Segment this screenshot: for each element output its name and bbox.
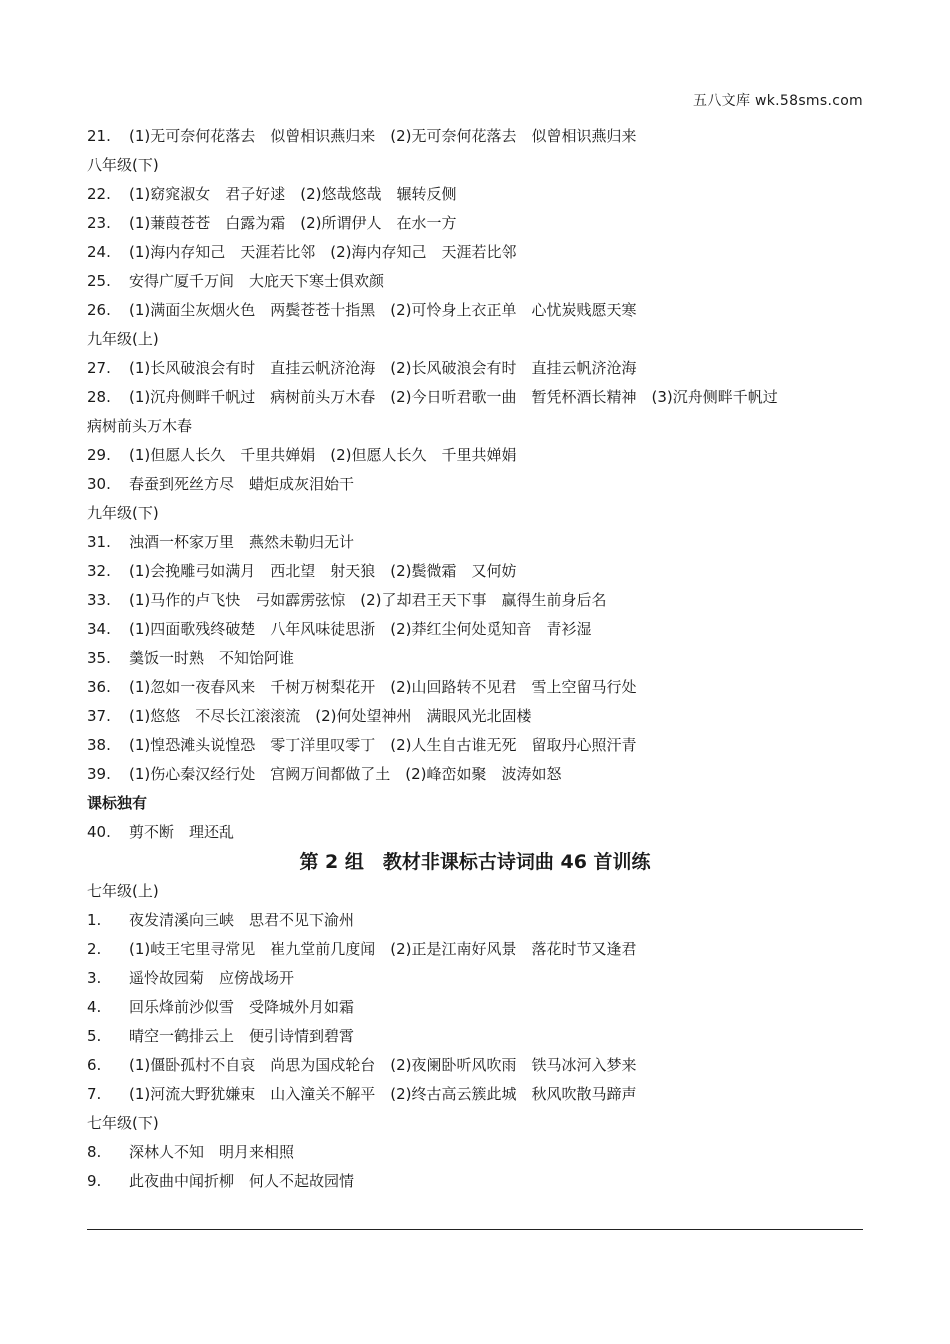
list-item xyxy=(87,731,863,760)
item-number: 7. xyxy=(87,1085,102,1103)
item-number: 2. xyxy=(87,940,102,958)
list-item xyxy=(87,1022,863,1051)
footer-divider xyxy=(87,1229,863,1230)
item-number: 26. xyxy=(87,301,111,319)
item-answer: (1)窈窕淑女 君子好逑 (2)悠哉悠哉 辗转反侧 xyxy=(129,185,457,203)
item-answer: 晴空一鹤排云上 便引诗情到碧霄 xyxy=(129,1027,355,1045)
item-number: 27. xyxy=(87,359,111,377)
list-item xyxy=(87,557,863,586)
section-heading-grade9-upper: 九年级(上) xyxy=(87,330,159,348)
list-item xyxy=(87,441,863,470)
item-answer: (1)无可奈何花落去 似曾相识燕归来 (2)无可奈何花落去 似曾相识燕归来 xyxy=(129,127,637,145)
list-item xyxy=(87,122,863,151)
section-heading-grade7-upper: 七年级(上) xyxy=(87,882,159,900)
list-item xyxy=(87,1167,863,1196)
item-number: 30. xyxy=(87,475,111,493)
item-answer: 深林人不知 明月来相照 xyxy=(129,1143,295,1161)
item-number: 21. xyxy=(87,127,111,145)
document-body xyxy=(87,122,863,1196)
item-number: 38. xyxy=(87,736,111,754)
item-number: 35. xyxy=(87,649,111,667)
list-item xyxy=(87,383,863,412)
item-number: 4. xyxy=(87,998,102,1016)
item-answer: (1)沉舟侧畔千帆过 病树前头万木春 (2)今日听君歌一曲 暂凭杯酒长精神 (3)沉舟侧畔千帆过 xyxy=(129,388,778,406)
item-answer: (1)岐王宅里寻常见 崔九堂前几度闻 (2)正是江南好风景 落花时节又逢君 xyxy=(129,940,637,958)
item-number: 1. xyxy=(87,911,102,929)
item-number: 25. xyxy=(87,272,111,290)
item-answer: (1)长风破浪会有时 直挂云帆济沧海 (2)长风破浪会有时 直挂云帆济沧海 xyxy=(129,359,637,377)
section-heading-grade7-lower: 七年级(下) xyxy=(87,1114,159,1132)
item-answer: 夜发清溪向三峡 思君不见下渝州 xyxy=(129,911,355,929)
item-number: 37. xyxy=(87,707,111,725)
item-answer: (1)满面尘灰烟火色 两鬓苍苍十指黑 (2)可怜身上衣正单 心忧炭贱愿天寒 xyxy=(129,301,637,319)
section-heading-curriculum-only: 课标独有 xyxy=(87,794,148,812)
item-answer: (1)忽如一夜春风来 千树万树梨花开 (2)山回路转不见君 雪上空留马行处 xyxy=(129,678,637,696)
item-answer: 遥怜故园菊 应傍战场开 xyxy=(129,969,295,987)
list-item xyxy=(87,935,863,964)
list-item xyxy=(87,267,863,296)
list-item xyxy=(87,702,863,731)
item-answer: (1)海内存知己 天涯若比邻 (2)海内存知己 天涯若比邻 xyxy=(129,243,517,261)
item-number: 28. xyxy=(87,388,111,406)
item-number: 9. xyxy=(87,1172,102,1190)
list-item xyxy=(87,528,863,557)
watermark-site: 五八文库 wk.58sms.com xyxy=(693,93,863,109)
item-answer: 羹饭一时熟 不知饴阿谁 xyxy=(129,649,295,667)
item-number: 3. xyxy=(87,969,102,987)
item-number: 29. xyxy=(87,446,111,464)
item-number: 6. xyxy=(87,1056,102,1074)
item-answer: 浊酒一杯家万里 燕然未勒归无计 xyxy=(129,533,355,551)
item-number: 39. xyxy=(87,765,111,783)
item-answer: (1)悠悠 不尽长江滚滚流 (2)何处望神州 满眼风光北固楼 xyxy=(129,707,532,725)
item-number: 40. xyxy=(87,823,111,841)
list-item xyxy=(87,470,863,499)
item-number: 36. xyxy=(87,678,111,696)
item-answer: (1)河流大野犹嫌束 山入潼关不解平 (2)终古高云簇此城 秋风吹散马蹄声 xyxy=(129,1085,637,1103)
item-number: 22. xyxy=(87,185,111,203)
list-item xyxy=(87,1138,863,1167)
list-item xyxy=(87,760,863,789)
item-number: 24. xyxy=(87,243,111,261)
group-title: 第 2 组 教材非课标古诗词曲 46 首训练 xyxy=(299,851,651,873)
section-heading-grade9-lower: 九年级(下) xyxy=(87,504,159,522)
item-answer: (1)会挽雕弓如满月 西北望 射天狼 (2)鬓微霜 又何妨 xyxy=(129,562,517,580)
list-item xyxy=(87,354,863,383)
item-answer: 此夜曲中闻折柳 何人不起故园情 xyxy=(129,1172,355,1190)
item-answer: (1)伤心秦汉经行处 宫阙万间都做了土 (2)峰峦如聚 波涛如怒 xyxy=(129,765,562,783)
item-number: 32. xyxy=(87,562,111,580)
item-answer: (1)但愿人长久 千里共婵娟 (2)但愿人长久 千里共婵娟 xyxy=(129,446,517,464)
item-answer: (1)马作的卢飞快 弓如霹雳弦惊 (2)了却君王天下事 赢得生前身后名 xyxy=(129,591,607,609)
item-number: 31. xyxy=(87,533,111,551)
list-item xyxy=(87,644,863,673)
item-answer: 回乐烽前沙似雪 受降城外月如霜 xyxy=(129,998,355,1016)
list-item xyxy=(87,906,863,935)
list-item xyxy=(87,180,863,209)
list-item xyxy=(87,238,863,267)
item-answer: (1)惶恐滩头说惶恐 零丁洋里叹零丁 (2)人生自古谁无死 留取丹心照汗青 xyxy=(129,736,637,754)
list-item xyxy=(87,586,863,615)
list-item xyxy=(87,1080,863,1109)
list-item xyxy=(87,1051,863,1080)
list-item xyxy=(87,296,863,325)
section-heading-grade8-lower: 八年级(下) xyxy=(87,156,159,174)
item-number: 33. xyxy=(87,591,111,609)
list-item xyxy=(87,964,863,993)
item-answer: (1)僵卧孤村不自哀 尚思为国戍轮台 (2)夜阑卧听风吹雨 铁马冰河入梦来 xyxy=(129,1056,637,1074)
list-item xyxy=(87,615,863,644)
item-answer: 春蚕到死丝方尽 蜡炬成灰泪始干 xyxy=(129,475,355,493)
item-answer: (1)蒹葭苍苍 白露为霜 (2)所谓伊人 在水一方 xyxy=(129,214,457,232)
item-number: 8. xyxy=(87,1143,102,1161)
item-answer: 安得广厦千万间 大庇天下寒士俱欢颜 xyxy=(129,272,385,290)
list-item xyxy=(87,818,863,847)
item-answer: (1)四面歌残终破楚 八年风味徒思浙 (2)莽红尘何处觅知音 青衫湿 xyxy=(129,620,592,638)
item-number: 23. xyxy=(87,214,111,232)
item-number: 34. xyxy=(87,620,111,638)
item-number: 5. xyxy=(87,1027,102,1045)
list-item xyxy=(87,673,863,702)
list-item xyxy=(87,993,863,1022)
item-answer-continuation: 病树前头万木春 xyxy=(87,417,193,435)
item-answer: 剪不断 理还乱 xyxy=(129,823,235,841)
list-item xyxy=(87,209,863,238)
